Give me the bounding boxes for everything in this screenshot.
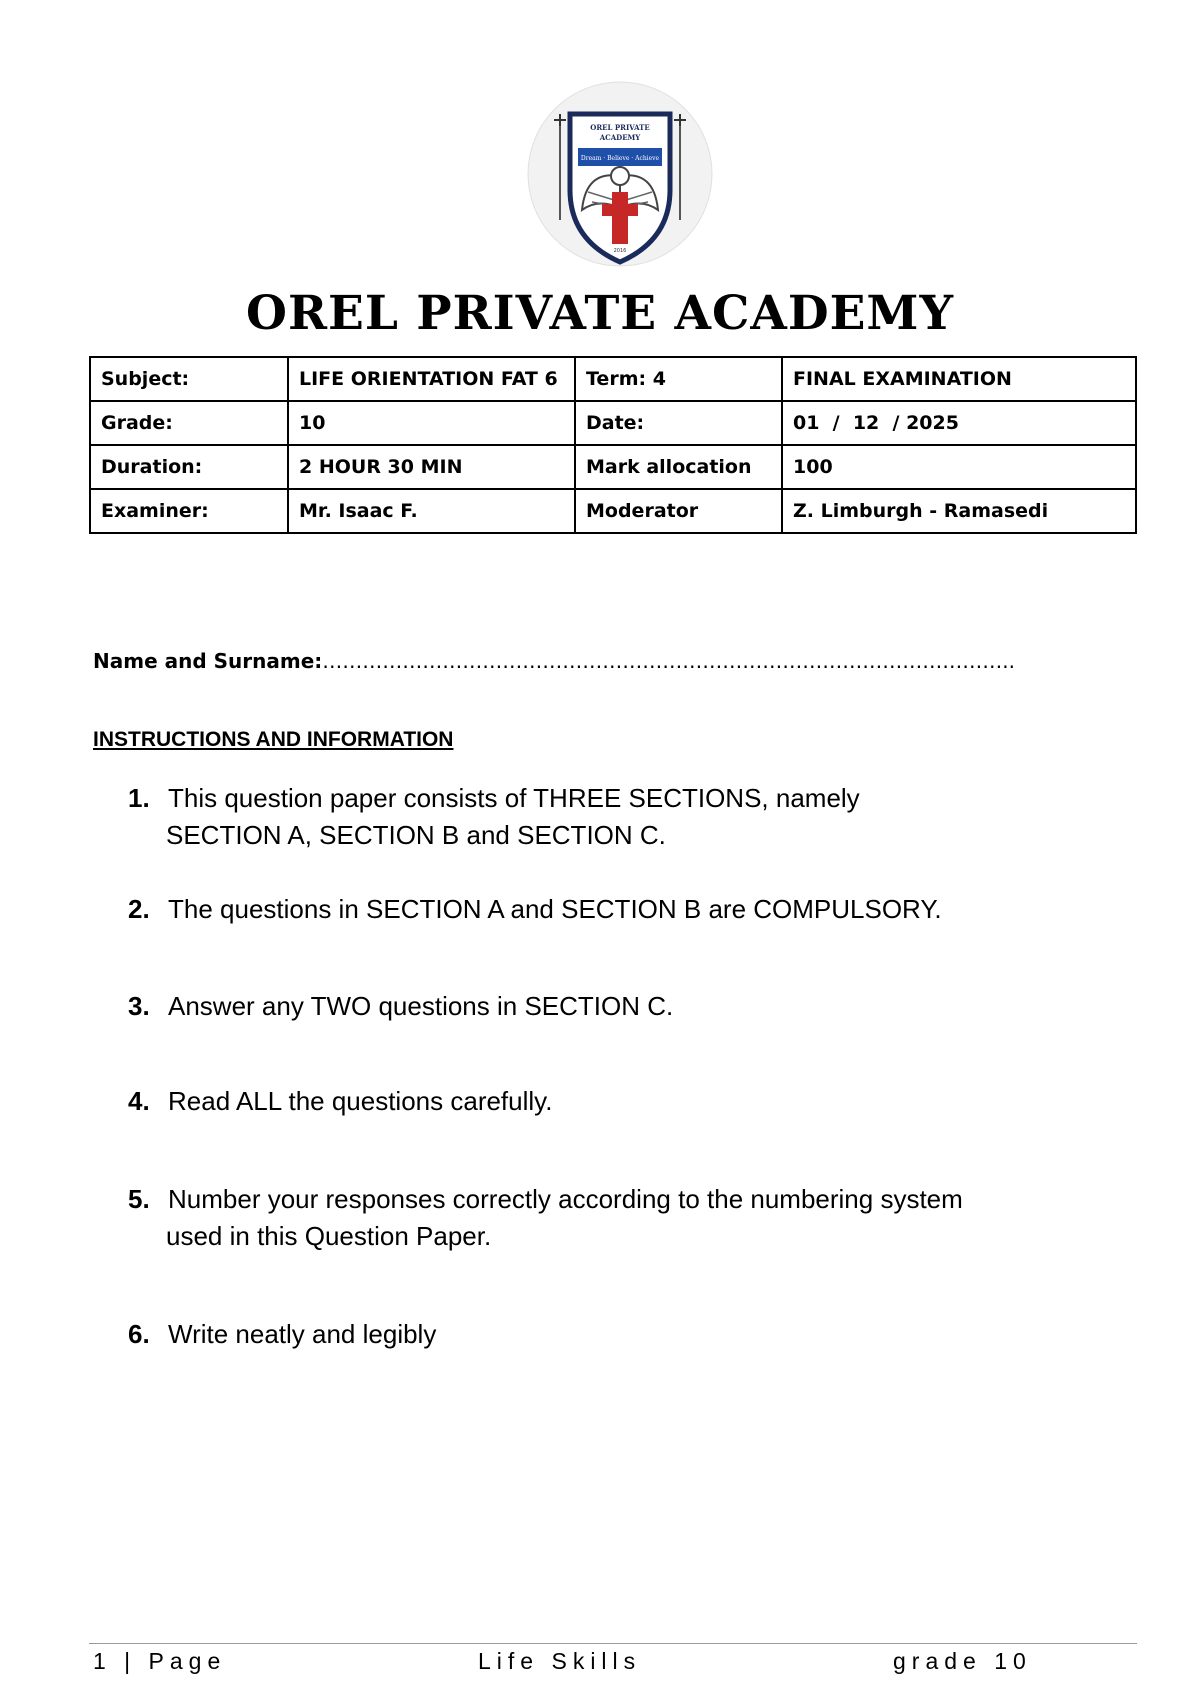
instruction-number: 2.	[128, 894, 150, 924]
instruction-number: 6.	[128, 1319, 150, 1349]
crest-line-1: OREL PRIVATE	[590, 123, 650, 132]
crest-year: 2016	[613, 248, 627, 254]
instruction-item	[128, 891, 1088, 928]
date-label: Date:	[575, 401, 782, 445]
instruction-item	[128, 1181, 1088, 1255]
name-surname-label: Name and Surname:	[93, 649, 323, 673]
table-row	[90, 445, 1136, 489]
examiner-value: Mr. Isaac F.	[288, 489, 575, 533]
instruction-number: 4.	[128, 1086, 150, 1116]
instruction-item	[128, 988, 1088, 1025]
instruction-text: The questions in SECTION A and SECTION B are COMPULSORY.	[168, 894, 942, 924]
crest-motto: Dream · Believe · Achieve	[580, 155, 660, 162]
school-name: OREL PRIVATE ACADEMY	[246, 286, 954, 341]
instruction-number: 3.	[128, 991, 150, 1021]
table-row	[90, 357, 1136, 401]
table-row	[90, 401, 1136, 445]
instruction-text: Number your responses correctly according to the numbering system	[168, 1184, 963, 1214]
table-row	[90, 489, 1136, 533]
moderator-label: Moderator	[575, 489, 782, 533]
duration-label: Duration:	[90, 445, 288, 489]
instruction-text-continued: SECTION A, SECTION B and SECTION C.	[166, 820, 666, 850]
examiner-label: Examiner:	[90, 489, 288, 533]
name-surname-field[interactable]	[93, 649, 1015, 673]
footer-divider	[89, 1643, 1137, 1644]
date-value: 01 / 12 / 2025	[782, 401, 1136, 445]
instruction-item	[128, 1316, 1088, 1353]
instruction-number: 1.	[128, 783, 150, 813]
instruction-text: Answer any TWO questions in SECTION C.	[168, 991, 674, 1021]
grade-label: Grade:	[90, 401, 288, 445]
instructions-heading: INSTRUCTIONS AND INFORMATION	[93, 728, 454, 751]
footer-page-number: 1 | Page	[93, 1648, 227, 1674]
grade-value: 10	[288, 401, 575, 445]
footer-grade: grade 10	[893, 1648, 1032, 1674]
name-surname-dots: …………………………………………………………………………………………..	[322, 649, 1015, 673]
instruction-number: 5.	[128, 1184, 150, 1214]
subject-value: LIFE ORIENTATION FAT 6	[288, 357, 575, 401]
instruction-text-continued: used in this Question Paper.	[166, 1221, 492, 1251]
exam-info-table	[89, 356, 1137, 534]
exam-type-value: FINAL EXAMINATION	[782, 357, 1136, 401]
duration-value: 2 HOUR 30 MIN	[288, 445, 575, 489]
instruction-item	[128, 780, 1088, 854]
instruction-item	[128, 1083, 1088, 1120]
instruction-text: This question paper consists of THREE SECTIONS, namely	[168, 783, 860, 813]
moderator-value: Z. Limburgh - Ramasedi	[782, 489, 1136, 533]
school-crest-icon	[526, 80, 714, 272]
footer-subject: Life Skills	[478, 1648, 642, 1674]
instruction-text: Read ALL the questions carefully.	[168, 1086, 553, 1116]
mark-allocation-value: 100	[782, 445, 1136, 489]
crest-line-2: ACADEMY	[599, 133, 641, 142]
subject-label: Subject:	[90, 357, 288, 401]
instruction-text: Write neatly and legibly	[168, 1319, 437, 1349]
mark-allocation-label: Mark allocation	[575, 445, 782, 489]
term-label: Term: 4	[575, 357, 782, 401]
